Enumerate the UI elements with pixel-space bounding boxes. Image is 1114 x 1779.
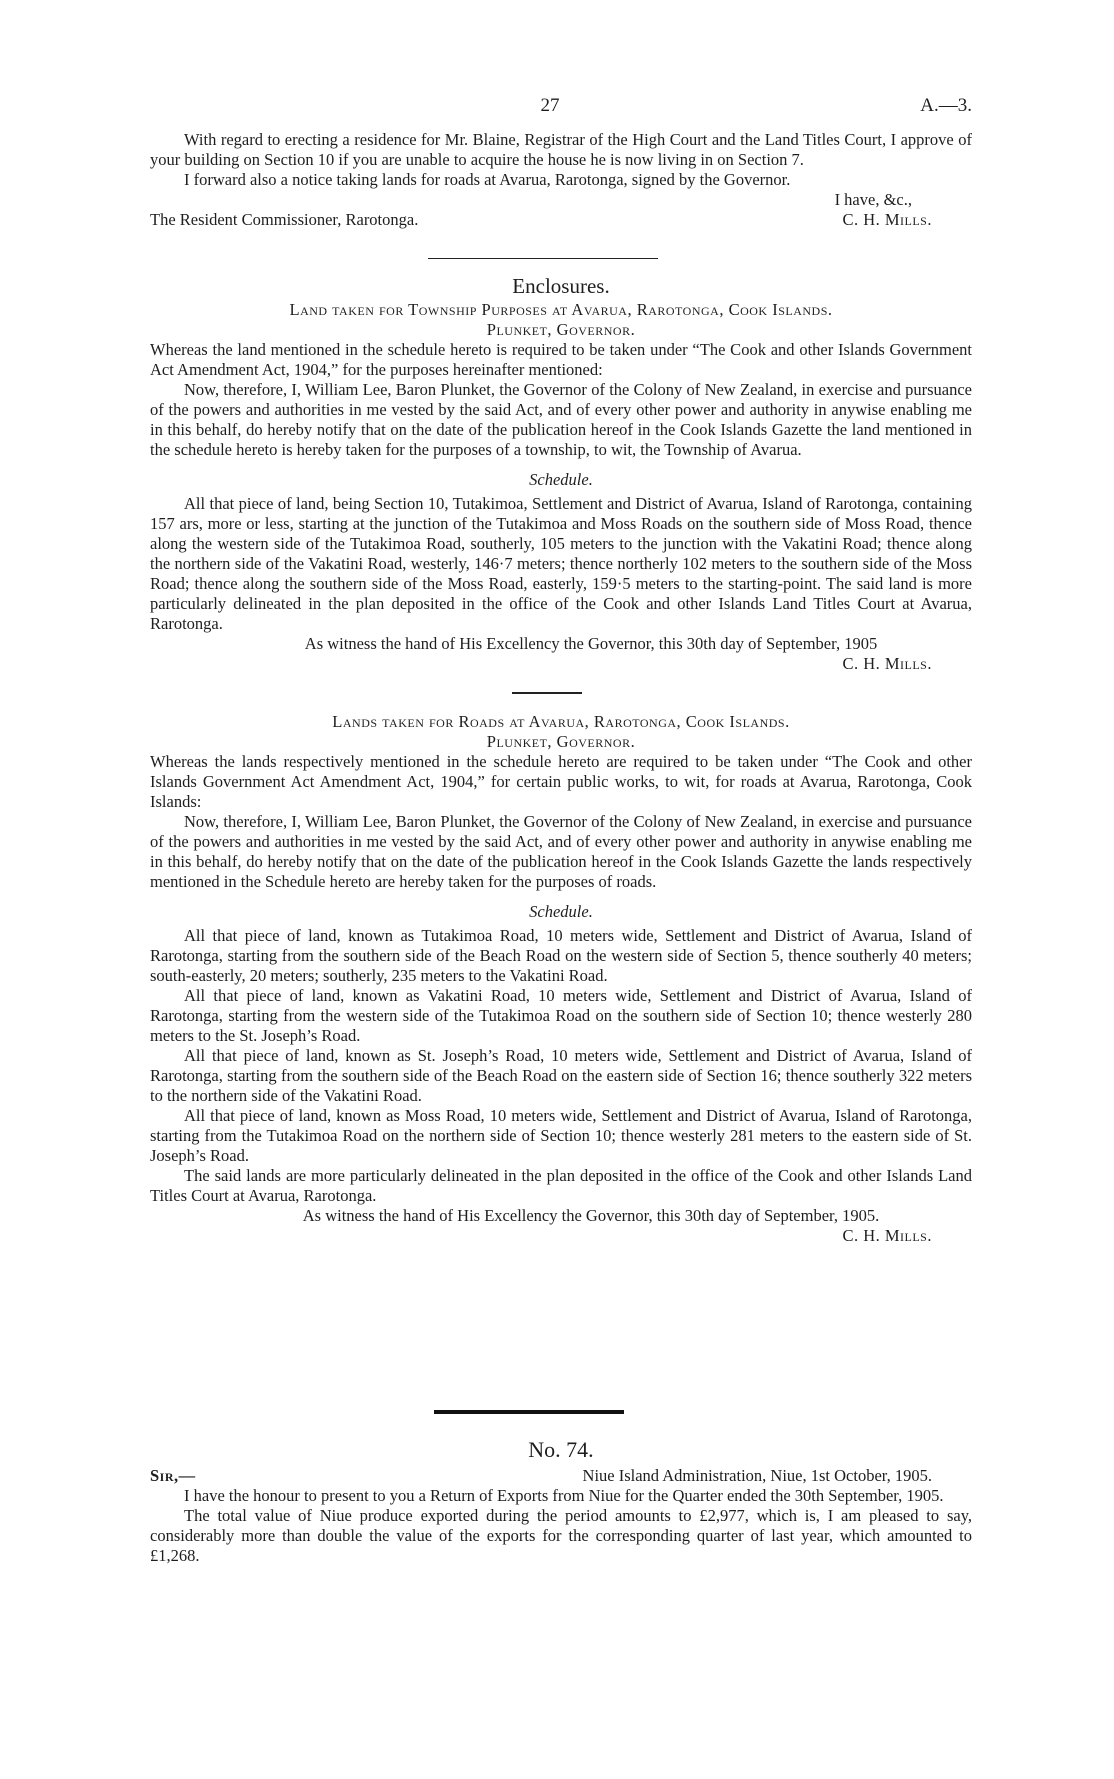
enclosure-1-whereas: Whereas the land mentioned in the schedule hereto is required to be taken under “The Cook and other Islands Government Act Amendment Act, 1904,” for the purposes hereinafter mentioned: — [150, 340, 972, 379]
enclosure-1-schedule: All that piece of land, being Section 10, Tutakimoa, Settlement and District of Avarua, Island of Rarotonga, containing 157 ars, more or less, starting at the junction of the Tutakimoa and Moss Roads on the southern side of Moss Road, thence along the western side of the Tutakimoa Road, southerly, 105 meters to the junction with the Vakatini Road; thence along the northern side of the Vakatini Road, westerly, 146·7 meters; thence northerly 102 meters to the southern side of the Moss Road; thence along the southern side of the Moss Road, easterly, 159·5 meters to the starting-point. The said land is more particularly delineated in the plan deposited in the office of the Cook and other Islands Land Titles Court at Avarua, Rarotonga. — [150, 494, 972, 633]
enclosure-1-now: Now, therefore, I, William Lee, Baron Plunket, the Governor of the Colony of New Zealand, in exercise and pursuance of the powers and authorities in me vested by the said Act, and of every other power and authority in anywise enabling me in this behalf, do hereby notify that on the date of the publication hereof in the Cook Islands Gazette the land mentioned in the schedule hereto is hereby taken for the purposes of a township, to wit, the Township of Avarua. — [150, 380, 972, 459]
no74-section — [150, 1437, 972, 1566]
letter-footer — [150, 210, 972, 230]
enclosure-2-now: Now, therefore, I, William Lee, Baron Plunket, the Governor of the Colony of New Zealand, in exercise and pursuance of the powers and authorities in me vested by the said Act, and of every other power and authority in anywise enabling me in this behalf, do hereby notify that on the date of the publication hereof in the Cook Islands Gazette the lands respectively mentioned in the Schedule hereto are hereby taken for the purposes of roads. — [150, 812, 972, 891]
letter-paragraph-1: With regard to erecting a residence for Mr. Blaine, Registrar of the High Court and the Land Titles Court, I approve of your building on Section 10 if you are unable to acquire the house he is now living in on Section 7. — [150, 130, 972, 169]
enclosure-1-witness: As witness the hand of His Excellency the Governor, this 30th day of September, 1905 — [304, 634, 878, 653]
letter-closing: I have, &c., — [834, 190, 912, 209]
page-number: 27 — [540, 95, 560, 116]
schedule-item: The said lands are more particularly delineated in the plan deposited in the office of the Cook and other Islands Land Titles Court at Avarua, Rarotonga. — [150, 1166, 972, 1205]
enclosure-2-section — [150, 712, 972, 1246]
letter-paragraph-2: I forward also a notice taking lands for roads at Avarua, Rarotonga, signed by the Governor. — [184, 170, 791, 189]
enclosures-section — [150, 276, 972, 674]
letter-section — [150, 130, 972, 230]
enclosure-1-signature: C. H. Mills. — [842, 654, 932, 673]
enclosure-2-whereas: Whereas the lands respectively mentioned in the schedule hereto are required to be taken under “The Cook and other Islands Government Act Amendment Act, 1904,” for certain public works, to wit, for roads at Avarua, Rarotonga, Cook Islands: — [150, 752, 972, 811]
enclosure-2-title: Lands taken for Roads at Avarua, Rarotonga, Cook Islands. — [332, 712, 790, 731]
enclosure-2-governor: Plunket, Governor. — [486, 732, 636, 751]
enclosure-1-title: Land taken for Township Purposes at Avarua, Rarotonga, Cook Islands. — [289, 300, 833, 319]
divider-rule-thick — [434, 1410, 624, 1414]
no74-place-date: Niue Island Administration, Niue, 1st October, 1905. — [582, 1466, 932, 1485]
divider-rule-short — [512, 692, 582, 694]
letter-signature: C. H. Mills. — [842, 210, 932, 229]
schedule-item: All that piece of land, known as Tutakimoa Road, 10 meters wide, Settlement and District of Avarua, Island of Rarotonga, starting from the southern side of the Beach Road on the western side of Section 5, thence southerly 40 meters; south-easterly, 20 meters; southerly, 235 meters to the Vakatini Road. — [150, 926, 972, 985]
enclosure-2-schedule-heading: Schedule. — [529, 902, 593, 921]
enclosure-2-signature: C. H. Mills. — [842, 1226, 932, 1245]
schedule-item: All that piece of land, known as Vakatini Road, 10 meters wide, Settlement and District of Avarua, Island of Rarotonga, starting from the western side of the Tutakimoa Road on the southern side of Section 10; thence westerly 280 meters to the St. Joseph’s Road. — [150, 986, 972, 1045]
schedule-item: All that piece of land, known as St. Joseph’s Road, 10 meters wide, Settlement and District of Avarua, Island of Rarotonga, starting from the southern side of the Beach Road on the eastern side of Section 16; thence southerly 322 meters to the northern side of the Vakatini Road. — [150, 1046, 972, 1105]
no74-paragraph-1: I have the honour to present to you a Return of Exports from Niue for the Quarter ended the 30th September, 1905. — [184, 1486, 944, 1505]
series-number: A.—3. — [920, 95, 972, 116]
no74-salutation-line — [150, 1466, 972, 1486]
divider-rule — [428, 258, 658, 259]
enclosure-1-governor: Plunket, Governor. — [486, 320, 636, 339]
enclosures-heading: Enclosures. — [512, 274, 610, 298]
no74-heading: No. 74. — [528, 1437, 594, 1462]
no74-salutation: Sir,— — [150, 1466, 196, 1485]
enclosure-1-schedule-heading: Schedule. — [529, 470, 593, 489]
letter-addressee: The Resident Commissioner, Rarotonga. — [150, 210, 419, 229]
enclosure-2-witness: As witness the hand of His Excellency the Governor, this 30th day of September, 1905. — [302, 1206, 880, 1225]
no74-paragraph-2: The total value of Niue produce exported during the period amounts to £2,977, which is, I am pleased to say, considerably more than double the value of the exports for the corresponding quarter of last year, which amounted to £1,268. — [150, 1506, 972, 1565]
schedule-item: All that piece of land, known as Moss Road, 10 meters wide, Settlement and District of Avarua, Island of Rarotonga, starting from the Tutakimoa Road on the northern side of Section 10; thence westerly 281 meters to the eastern side of St. Joseph’s Road. — [150, 1106, 972, 1165]
